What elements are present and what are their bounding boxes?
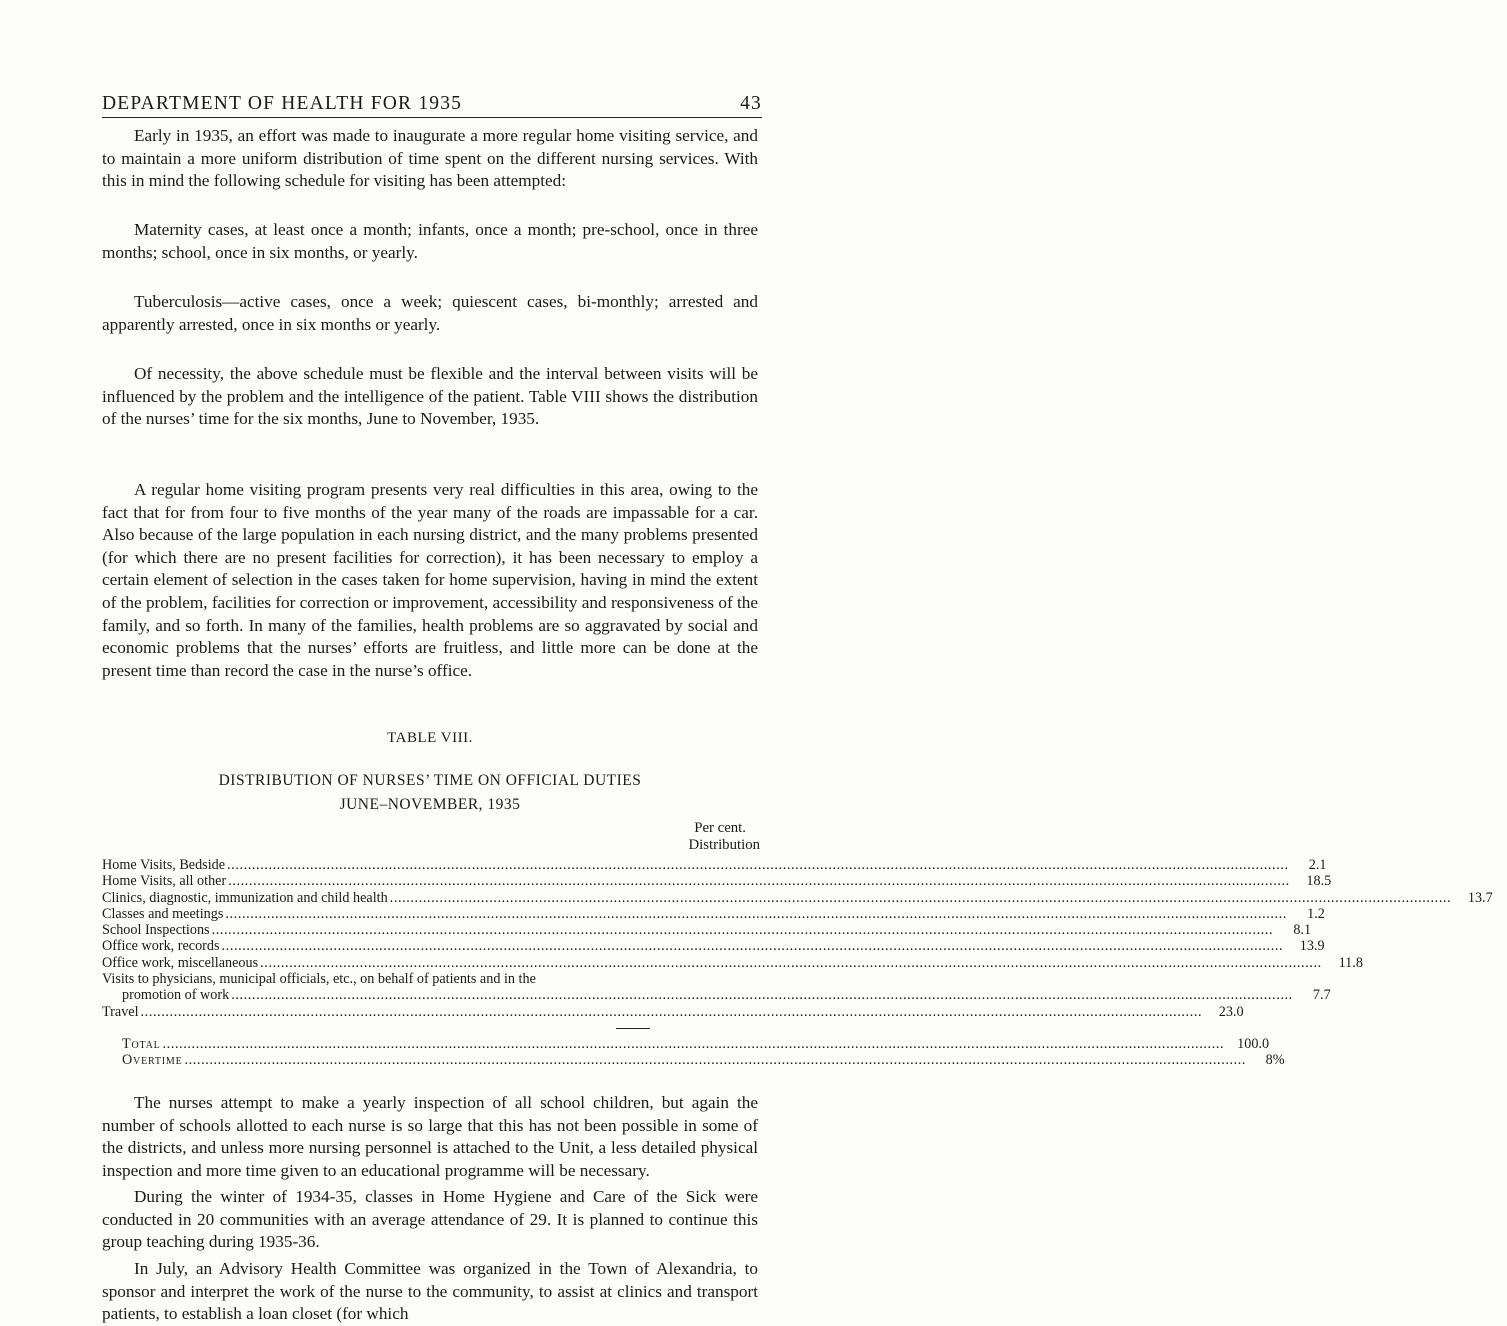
table-row	[102, 971, 760, 987]
row-value: 13.7	[1467, 889, 1493, 906]
row-value: 23.0	[1218, 1003, 1244, 1020]
row-value: 7.7	[1312, 987, 1331, 1004]
table-title: DISTRIBUTION OF NURSES’ TIME ON OFFICIAL DUTIES	[218, 772, 642, 789]
overtime-row	[102, 1052, 1285, 1069]
column-header	[102, 820, 760, 854]
row-label: Clinics, diagnostic, immunization and child health	[102, 889, 388, 906]
column-header-line1: Per cent.	[694, 820, 746, 836]
paragraph-4: Of necessity, the above schedule must be flexible and the interval between visits will be influenced by the problem and the intelligence of the patient. Table VIII shows the distribution of the nurses’ time for the six months, June to November, 1935.	[102, 364, 758, 429]
table-row	[102, 873, 1332, 890]
row-label: Home Visits, all other	[102, 873, 227, 890]
table-row	[102, 889, 1493, 906]
column-header-line2: Distribution	[688, 837, 760, 853]
row-label: Visits to physicians, municipal officials, etc., on behalf of patients and in the	[102, 971, 536, 988]
paragraph-2: Maternity cases, at least once a month; infants, once a month; pre-school, once in three months; school, once in six months, or yearly.	[102, 220, 758, 262]
row-value: 8.1	[1293, 922, 1312, 939]
sum-rule	[616, 1028, 650, 1029]
page-header	[102, 93, 762, 118]
row-label: Classes and meetings	[102, 905, 224, 922]
row-value: 1.2	[1307, 905, 1325, 922]
row-value: 2.1	[1308, 857, 1327, 873]
table-row	[102, 857, 1327, 873]
row-label: Office work, miscellaneous	[102, 954, 259, 971]
row-value: 11.8	[1338, 954, 1363, 971]
page-number: 43	[740, 93, 762, 114]
row-label: promotion of work	[122, 987, 230, 1004]
table-row	[102, 954, 1363, 971]
running-title: DEPARTMENT OF HEALTH FOR 1935	[102, 93, 463, 114]
table-row	[102, 905, 1325, 922]
row-value: 13.9	[1299, 938, 1325, 955]
row-label: School Inspections	[102, 922, 210, 939]
total-row	[102, 1035, 1270, 1052]
table-row	[102, 938, 1325, 955]
paragraph-6: The nurses attempt to make a yearly inspection of all school children, but again the number of schools allotted to each nurse is so large that this has not been possible in some of the districts, and unless more nursing personnel is attached to the Unit, a less detailed physical inspection and more time given to an educational programme will be necessary.	[102, 1093, 758, 1180]
paragraph-7: During the winter of 1934-35, classes in Home Hygiene and Care of the Sick were conducted in 20 communities with an average attendance of 29. It is planned to continue this group teaching during 1935-36.	[102, 1187, 758, 1252]
row-label: Home Visits, Bedside	[102, 857, 226, 873]
table-row	[102, 1003, 1244, 1020]
table-subtitle: JUNE–NOVEMBER, 1935	[339, 796, 521, 813]
total-value: 100.0	[1237, 1035, 1270, 1052]
paragraph-3: Tuberculosis—active cases, once a week; quiescent cases, bi-monthly; arrested and apparently arrested, once in six months or yearly.	[102, 292, 758, 334]
overtime-value: 8%	[1265, 1052, 1285, 1069]
paragraph-1: Early in 1935, an effort was made to inaugurate a more regular home visiting service, and to maintain a more uniform distribution of time spent on the different nursing services. With this in mind the following schedule for visiting has been attempted:	[102, 126, 758, 191]
row-label: Travel	[102, 1003, 139, 1020]
total-label: Total	[122, 1035, 161, 1052]
paragraph-5: A regular home visiting program presents very real difficulties in this area, owing to the fact that for from four to five months of the year many of the roads are impassable for a car. Also because of the large population in each nursing district, and the many problems presented (for which there are no present facilities for correction), it has been necessary to employ a certain element of selection in the cases taken for home supervision, having in mind the extent of the problem, facilities for correction or improvement, accessibility and responsiveness of the family, and so forth. In many of the families, health problems are so aggravated by social and economic problems that the nurses’ efforts are fruitless, and little more can be done at the present time than record the case in the nurse’s office.	[102, 480, 758, 680]
paragraph-8: In July, an Advisory Health Committee was organized in the Town of Alexandria, to sponsor and interpret the work of the nurse to the community, to assist at clinics and transport patients, to establish a loan closet (for which	[102, 1259, 758, 1324]
row-value: 18.5	[1306, 873, 1332, 890]
distribution-table	[102, 820, 1493, 1069]
table-label: TABLE VIII.	[387, 730, 473, 746]
overtime-label: Overtime	[122, 1052, 183, 1069]
row-label: Office work, records	[102, 938, 220, 955]
table-row	[102, 922, 1312, 939]
table-row	[102, 987, 1331, 1004]
